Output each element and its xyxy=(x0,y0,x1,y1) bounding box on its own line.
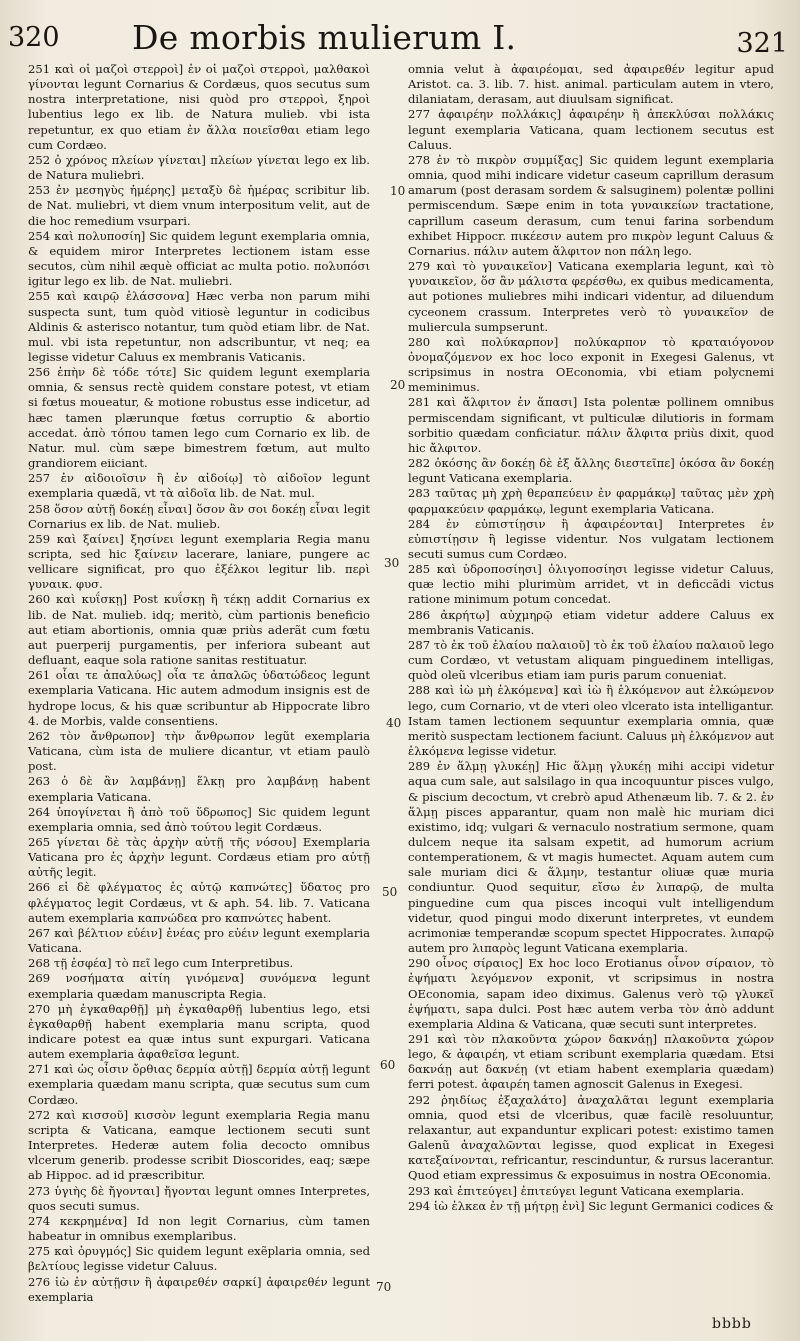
note-285: 285 καὶ ὑδροποσίησι] ὀλιγοποσίησι legisse videtur Caluus, quæ lectio mihi plurimùm arridet, vt in deficcãdi victus ratione minimum potum concedat. xyxy=(408,562,774,607)
note-270: 270 μὴ ἐγκαθαρθῇ] μὴ ἐγκαθαρθῇ lubentius lego, etsi ἐγκαθαρθῇ habent exemplaria manu scripta, quod indicare potest ea quæ intus sunt expurgari. Vaticana autem exemplaria ἀφαθεῖσα legunt. xyxy=(28,1001,370,1062)
note-272: 272 καὶ κισσοῦ] κισσὸν legunt exemplaria Regia manu scripta & Vaticana, eamque lectionem secuti sunt Interpretes. Hederæ autem folia decocto omnibus vlcerum generib. prodesse scribit Dioscorides, eaq; sæpe ab Hippoc. ad id præscribitur. xyxy=(28,1107,370,1183)
line-number: 70 xyxy=(376,1280,392,1294)
note-255: 255 καὶ καιρῷ ἐλάσσονα] Hæc verba non parum mihi suspecta sunt, tum quòd vitiosè leguntur in codicibus Aldinis & asterisco notantur, tum quòd etiam libr. de Nat. mul. vbi ista repetuntur, non adscribuntur, vt neq; ea legisse videtur Caluus ex membranis Vaticanis. xyxy=(28,289,370,364)
note-278: 278 ἐν τὸ πικρὸν συμμίξας] Sic quidem legunt exemplaria omnia, quod mihi indicare videtur caseum caprillum derasum amarum (post derasam sordem & salsuginem) polentæ pollini permiscendum. Sæpe enim in tota γυναικείων tractatione, caprillum caseum derasum, cum tenui farina sorbendum exhibet Hippocr. πικέεσιν autem pro πικρὸν legunt Caluus & Cornarius. πάλιν autem ἄλφιτον non πάλη lego. xyxy=(408,152,774,258)
note-265: 265 γίνεται δὲ τὰς ἀρχὴν αὐτῇ τῆς νόσου] Exemplaria Vaticana pro ἐς ἀρχὴν legunt. Cordæus etiam pro αὐτῇ αὐτῆς legit. xyxy=(28,834,370,880)
note-259: 259 καὶ ξαίνει] ξησίνει legunt exemplaria Regia manu scripta, sed hic ξαίνειν lacerare, laniare, pungere ac vellicare significat, pro quo ἐξέλκοι legitur lib. περὶ γυναικ. φυσ. xyxy=(28,531,370,592)
note-251: 251 καὶ οἱ μαζοὶ στερροὶ] ἐν οἱ μαζοὶ στερροὶ, μαλθακοὶ γίνονται legunt Cornarius & Cordæus, quos secutus sum nostra interpretatione, nisi quòd pro στερροὶ, ξηροὶ lubentius lego ex lib. de Natura mulieb. vbi ista repetuntur, ex quo etiam ἐν ἄλλα ποιεῖσθαι etiam lego cum Cordæo. xyxy=(28,62,370,152)
note-276-cont: omnia velut à ἀφαιρέομαι, sed ἀφαιρεθέν legitur apud Aristot. ca. 3. lib. 7. hist. animal. particulam autem in vtero, dilaniatam, derasam, aut diuulsam significat. xyxy=(408,62,774,107)
page-title: De morbis mulierum I. xyxy=(132,18,517,57)
note-293: 293 καὶ ἐπιτεύγει] ἐπιτεύγει legunt Vaticana exemplaria. xyxy=(408,1183,745,1198)
line-number: 10 xyxy=(390,184,406,198)
note-258: 258 ὅσον αὐτῇ δοκέῃ εἶναι] ὅσον ἂν σοι δοκέῃ εἶναι legit Cornarius ex lib. de Nat. mulieb. xyxy=(28,501,370,531)
note-276: 276 ἰὼ ἐν αὐτῇσιν ἢ ἀφαιρεθέν σαρκί] ἀφαιρεθέν legunt exemplaria xyxy=(28,1274,370,1304)
note-253: 253 ἐν μεσηγὺς ἡμέρης] μεταξὺ δὲ ἡμέρας scribitur lib. de Nat. muliebri, vt diem vnum interpositum velit, aut de die hoc remedium vsurpari. xyxy=(28,183,370,228)
note-256: 256 ἐπὴν δὲ τόδε τότε] Sic quidem legunt exemplaria omnia, & sensus rectè quidem constare potest, vt etiam si fœtus moueatur, & motione robustus esse indicetur, ad hæc tamen plærunque fœtus corruptio & abortio accedat. ἀπὸ τόπου tamen lego cum Cornario ex lib. de Natur. mul. cùm sæpe bimestrem fœtum, aut multo grandiorem eiiciant. xyxy=(28,365,370,471)
note-257: 257 ἐν αἰδοιοῖσιν ἢ ἐν αἰδοίῳ] τὸ αἰδοῖον legunt exemplaria quædã, vt τὰ αἰδοῖα lib. de Nat. mul. xyxy=(28,471,370,501)
left-column xyxy=(28,62,370,1305)
note-254: 254 καὶ πολυποσίη] Sic quidem legunt exemplaria omnia, & equidem miror Interpretes lectionem istam esse secutos, cùm nihil æquè officiat ac multa potio. πολυπόσι igitur lego ex lib. de Nat. muliebri. xyxy=(28,228,370,289)
note-264: 264 ὑπογίνεται ἢ ἀπὸ τοῦ ὕδρωπος] Sic quidem legunt exemplaria omnia, sed ἀπὸ τούτου legit Cordæus. xyxy=(28,804,370,834)
note-277: 277 ἀφαιρέην πολλάκις] ἀφαιρέην ἢ ἀπεκλύσαι πολλάκις legunt exemplaria Vaticana, quam lectionem secutus est Caluus. xyxy=(408,107,774,152)
page-number-left: 320 xyxy=(8,22,60,53)
note-279: 279 καὶ τὸ γυναικεῖον] Vaticana exemplaria legunt, καὶ τὸ γυναικεῖον, ὅσ ἂν μάλιστα φερέσθω, ex quibus medicamenta, aut potiones muliebres mihi indicari videntur, ad diluendum cyceonem crassum. Interpretes verò τὸ γυναικεῖον de muliercula sumpserunt. xyxy=(408,259,774,334)
note-289: 289 ἐν ἅλμῃ γλυκέῃ] Hic ἅλμῃ γλυκέῃ mihi accipi videtur aqua cum sale, aut salsilago in qua incoquuntur pisces vulgo, & piscium decoctum, vt crebrò apud Athenæum lib. 7. & 2. ἐν ἅλμῃ pisces apparantur, quam non malè hic muriam dici existimo, idq; vulgari & vernaculo nostratium sermone, quam dulcem neque ita salsam expetit, ad humorum acrium contemperationem, & vt magis humectet. Aquam autem cum sale muriam dici & ἅλμην, testantur oliuæ quæ muria condiuntur. Quod sequitur, εἴσω ἐν λιπαρῷ, de multa pinguedine cum qua pisces incoqui vult intelligendum videtur, quod pingui modo dixerunt interpretes, vt eundem acrimoniæ temperandæ scopum spectet Hippocrates. λιπαρῷ autem pro λιπαρὸς legunt Vaticana exemplaria. xyxy=(408,759,774,956)
page-number-right: 321 xyxy=(736,28,788,59)
note-261: 261 οἷαι τε ἀπαλύως] οἷα τε ἀπαλῶς ὑδατώδεος legunt exemplaria Vaticana. Hic autem admodum insignis est de hydrope locus, & his quæ scribuntur ab Hippocrate libro 4. de Morbis, valde consentiens. xyxy=(28,668,370,728)
signature-mark: bbbb xyxy=(712,1316,752,1332)
note-290: 290 οἶνος σίραιος] Ex hoc loco Erotianus οἶνον σίραιον, τὸ ἐψήματι λεγόμενον exponit, vt scripsimus in nostra OEconomia, sapam ideo diximus. Galenus verò τῷ γλυκεῖ ἑψήματι, sapa dulci. Post hæc autem verba τὸν ἀπὸ addunt exemplaria Aldina & Vaticana, quæ secuti sunt interpretes. xyxy=(408,956,774,1031)
note-267: 267 καὶ βέλτιον εὐέιν] ἐνέας pro εὐέιν legunt exemplaria Vaticana. xyxy=(28,925,370,956)
note-268: 268 τῇ ἐσφέα] τὸ πεῖ lego cum Interpretibus. xyxy=(28,956,294,971)
note-266: 266 εἰ δὲ φλέγματος ἐς αὐτῷ καπνώτες] ὕδατος pro φλέγματος legit Cordæus, vt & aph. 54. lib. 7. Vaticana autem exemplaria καπνώδεα pro καπνώτες habent. xyxy=(28,880,370,925)
note-271: 271 καὶ ὡς οἷσιν ὄρθιας δερμία αὐτῇ] δερμία αὐτῇ legunt exemplaria quædam manu scripta, quæ secutus sum cum Cordæo. xyxy=(28,1062,370,1107)
note-252: 252 ὁ χρόνος πλείων γίνεται] πλείων γίνεται lego ex lib. de Natura muliebri. xyxy=(28,152,370,183)
right-column xyxy=(408,62,774,1214)
note-282: 282 ὀκόσης ἂν δοκέῃ δὲ ἐξ ἄλλης διεστεῖπε] ὁκόσα ἂν δοκέῃ legunt Vaticana exemplaria. xyxy=(408,456,774,486)
line-number: 60 xyxy=(380,1058,396,1072)
note-283: 283 ταῦτας μὴ χρὴ θεραπεύειν ἐν φαρμάκῳ] ταῦτας μὲν χρὴ φαρμακεύειν φαρμάκῳ, legunt exemplaria Vaticana. xyxy=(408,486,774,516)
note-286: 286 ἀκρήτῳ] αὐχμηρῷ etiam videtur addere Caluus ex membranis Vaticanis. xyxy=(408,607,774,637)
line-number: 30 xyxy=(384,556,400,570)
note-269: 269 νοσήματα αἰτίη γινόμενα] συνόμενα legunt exemplaria quædam manuscripta Regia. xyxy=(28,971,370,1001)
note-275: 275 καὶ ὁρυγμός] Sic quidem legunt exẽplaria omnia, sed βελτίους legisse videtur Caluus. xyxy=(28,1244,370,1274)
note-263: 263 ὁ δὲ ἂν λαμβάνῃ] ἕλκῃ pro λαμβάνῃ habent exemplaria Vaticana. xyxy=(28,774,370,804)
line-number: 50 xyxy=(382,885,398,899)
line-number: 20 xyxy=(390,378,406,392)
note-288: 288 καὶ ἰὼ μὴ ἑλκόμενα] καὶ ἰὼ ἢ ἑλκόμενον aut ἑλκώμενον lego, cum Cornario, vt de vteri oleo vlcerato ista intelligantur. Istam tamen lectionem sequuntur exemplaria omnia, quæ meritò suspectam lectionem faciunt. Caluus μὴ ἑλκόμενον aut ἑλκόμενα legisse videtur. xyxy=(408,683,774,759)
note-294: 294 ἰὼ ἑλκεα ἐν τῇ μήτρῃ ἐνὶ] Sic legunt Germanici codices & xyxy=(408,1198,774,1213)
note-262: 262 τὸν ἄνθρωπον] τὴν ἄνθρωπον legũt exemplaria Vaticana, cùm ista de muliere dicantur, vt etiam paulò post. xyxy=(28,728,370,774)
note-287: 287 τὸ ἐκ τοῦ ἐλαίου παλαιοῦ] τὸ ἐκ τοῦ ἐλαίου παλαιοῦ lego cum Cordæo, vt vetustam aliquam pinguedinem intelligas, quòd oleũ vlceribus etiam iam puris parum conueniat. xyxy=(408,637,774,683)
note-284: 284 ἐν εὐπιστίῃσιν ἢ ἀφαιρέονται] Interpretes ἐν εὐπιστίῃσιν ἢ legisse videntur. Nos vulgatam lectionem secuti sumus cum Cordæo. xyxy=(408,516,774,561)
note-280: 280 καὶ πολύκαρπον] πολύκαρπον τὸ κραταιόγονον ὀνομαζόμενον ex hoc loco exponit in Exegesi Galenus, vt scripsimus in nostra OEconomia, vbi etiam polycnemi meminimus. xyxy=(408,334,774,395)
note-274: 274 κεκρημένα] Id non legit Cornarius, cùm tamen habeatur in omnibus exemplaribus. xyxy=(28,1213,370,1244)
note-281: 281 καὶ ἄλφιτον ἐν ἅπασι] Ista polentæ pollinem omnibus permiscendam significant, vt pulticulæ dilutioris in formam sorbitio quædam conficiatur. πάλιν ἄλφιτα priùs dixit, quod hic ἄλφιτον. xyxy=(408,395,774,455)
note-292: 292 ῥηιδίως ἐξαχαλάτο] ἀναχαλᾶται legunt exemplaria omnia, quod etsi de vlceribus, quæ facilè resoluuntur, relaxantur, aut expanduntur explicari potest: existimo tamen Galenũ ἀναχαλῶνται legisse, quod explicat in Exegesi κατεξαίνονται, refricantur, rescinduntur, & rursus lacerantur. Quod etiam expressimus & exposuimus in nostra OEconomia. xyxy=(408,1092,774,1183)
note-291: 291 καὶ τὸν πλακοῦντα χώρον δακνάῃ] πλακοῦντα χώρον lego, & ἀφαιρέη, vt etiam scribunt exemplaria quædam. Etsi δακνάῃ aut δακνέῃ (vt etiam habent exemplaria quædam) ferri potest. ἀφαιρέη tamen agnoscit Galenus in Exegesi. xyxy=(408,1032,774,1092)
line-number: 40 xyxy=(386,716,402,730)
note-260: 260 καὶ κυΐσκῃ] Post κυΐσκῃ ἢ τέκῃ addit Cornarius ex lib. de Nat. mulieb. idq; meritò, cùm partionis beneficio aut etiam abortionis, omnia quæ priùs aderãt cum fœtu aut puerperij purgamentis, per inferiora subeant aut defluant, eaque sola ratione sanitas restituatur. xyxy=(28,592,370,668)
note-273: 273 ὑγιὴς δὲ ἤγονται] ἤγονται legunt omnes Interpretes, quos secuti sumus. xyxy=(28,1183,370,1213)
running-header xyxy=(0,18,800,58)
